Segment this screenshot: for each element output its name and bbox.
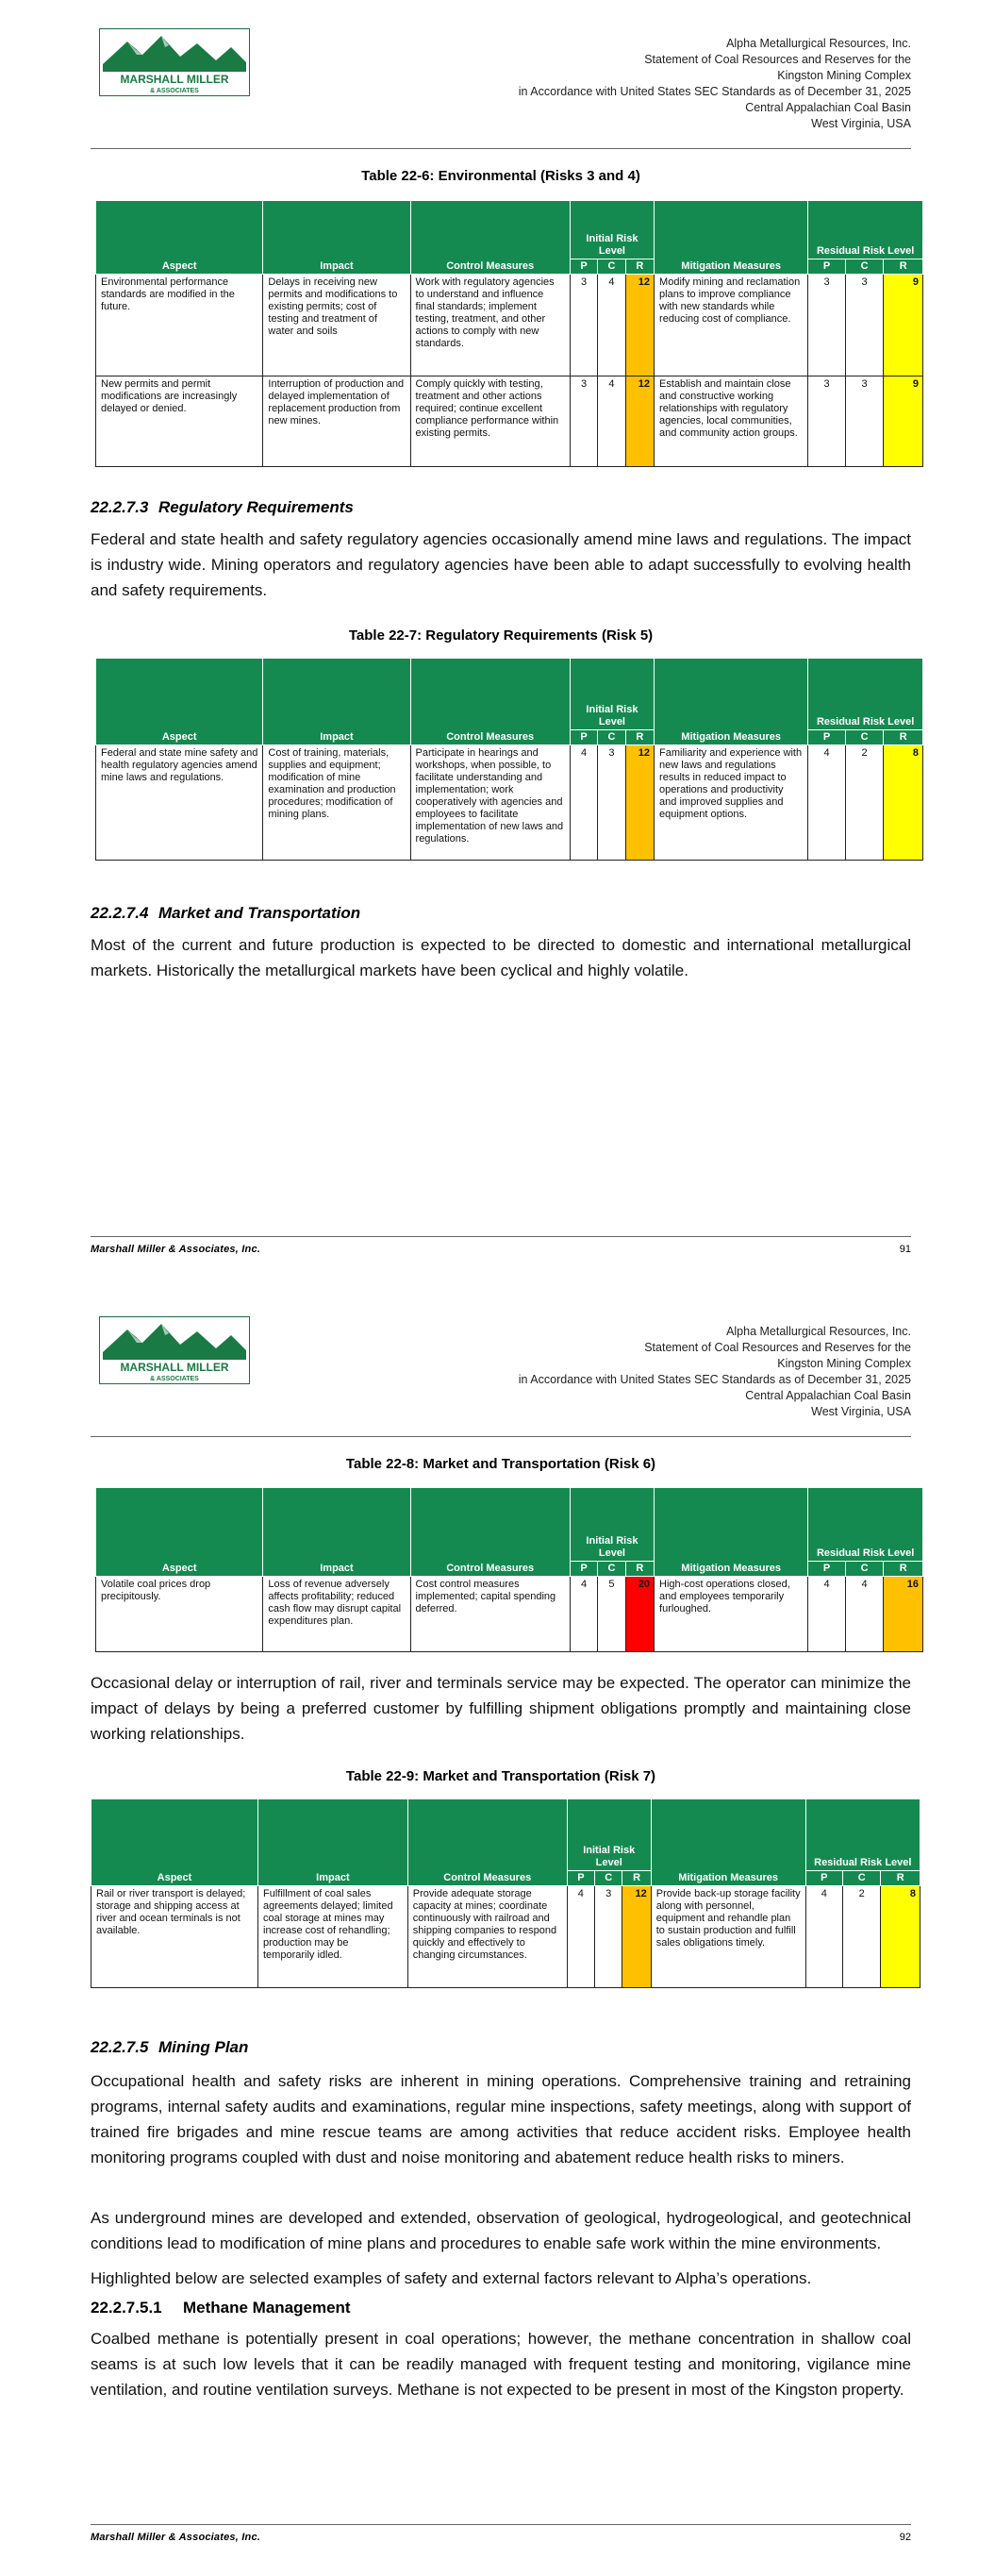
table-22-7 bbox=[95, 658, 923, 861]
company-logo bbox=[99, 1316, 250, 1384]
col-mitigation: Mitigation Measures bbox=[655, 1488, 808, 1577]
cell-residual-c: 3 bbox=[845, 376, 884, 467]
col-mitigation: Mitigation Measures bbox=[655, 659, 808, 745]
footer-company: Marshall Miller & Associates, Inc. bbox=[91, 2532, 261, 2543]
header-rule bbox=[91, 1436, 911, 1437]
section-number: 22.2.7.4 bbox=[91, 904, 149, 922]
col-c: C bbox=[595, 1871, 622, 1886]
col-p: P bbox=[567, 1871, 594, 1886]
cell-impact: Interruption of production and delayed implementation of replacement production from new mines. bbox=[263, 376, 410, 467]
table-22-6 bbox=[95, 200, 923, 467]
footer-rule bbox=[91, 1236, 911, 1237]
cell-initial-p: 4 bbox=[570, 1577, 597, 1652]
cell-initial-c: 3 bbox=[598, 745, 625, 861]
col-c: C bbox=[598, 1562, 625, 1577]
col-r: R bbox=[884, 1562, 923, 1577]
col-initial-risk: Initial Risk Level bbox=[570, 201, 654, 259]
col-aspect: Aspect bbox=[96, 659, 263, 745]
cell-residual-r: 9 bbox=[884, 275, 923, 376]
section-22-2-7-5-1-heading bbox=[91, 2299, 351, 2317]
col-p: P bbox=[808, 730, 846, 745]
cell-control: Comply quickly with testing, treatment and other actions required; continue excellent compliance performance within existing permits. bbox=[410, 376, 570, 467]
col-aspect: Aspect bbox=[96, 201, 263, 275]
col-r: R bbox=[625, 259, 654, 275]
header-accordance: in Accordance with United States SEC Standards as of December 31, 2025 bbox=[518, 85, 911, 98]
col-c: C bbox=[845, 730, 884, 745]
page-92 bbox=[0, 1288, 995, 2576]
cell-residual-p: 4 bbox=[808, 1577, 846, 1652]
col-r: R bbox=[884, 730, 923, 745]
cell-impact: Fulfillment of coal sales agreements delayed; limited coal storage at mines may increase cost of rehandling; production may be temporarily idled. bbox=[258, 1886, 408, 1988]
table-22-8 bbox=[95, 1487, 923, 1652]
cell-control: Work with regulatory agencies to understand and influence final standards; implement testing, treatment, and other actions to comply with new standards. bbox=[410, 275, 570, 376]
col-impact: Impact bbox=[263, 1488, 410, 1577]
cell-initial-c: 3 bbox=[595, 1886, 622, 1988]
mining-plan-paragraph-3: Highlighted below are selected examples of safety and external factors relevant to Alpha’s operations. bbox=[91, 2269, 812, 2287]
cell-residual-c: 4 bbox=[845, 1577, 884, 1652]
section-22-2-7-3-text: Federal and state health and safety regulatory agencies occasionally amend mine laws and regulations. The impact is industry wide. Mining operators and regulatory agencies have been able to adapt successfully to evolving health and safety requirements. bbox=[91, 530, 911, 599]
cell-residual-r: 8 bbox=[884, 745, 923, 861]
col-p: P bbox=[805, 1871, 842, 1886]
logo-text-line2: & ASSOCIATES bbox=[150, 88, 199, 94]
section-title: Methane Management bbox=[183, 2299, 351, 2317]
cell-impact: Cost of training, materials, supplies and equipment; modification of mine examination and production procedures; modification of mining plans. bbox=[263, 745, 410, 861]
header-statement: Statement of Coal Resources and Reserves for the bbox=[644, 1341, 911, 1354]
col-impact: Impact bbox=[258, 1799, 408, 1886]
logo-text-line1: MARSHALL MILLER bbox=[120, 1361, 229, 1374]
cell-aspect: Environmental performance standards are modified in the future. bbox=[96, 275, 263, 376]
col-initial-risk: Initial Risk Level bbox=[567, 1799, 651, 1871]
section-title: Market and Transportation bbox=[158, 904, 361, 922]
cell-aspect: Rail or river transport is delayed; storage and shipping access at river and ocean terminals is not available. bbox=[91, 1886, 258, 1988]
header-statement: Statement of Coal Resources and Reserves for the bbox=[644, 53, 911, 66]
cell-initial-r: 12 bbox=[625, 376, 654, 467]
col-r: R bbox=[881, 1871, 920, 1886]
header-basin: Central Appalachian Coal Basin bbox=[745, 101, 911, 114]
logo-text-line1: MARSHALL MILLER bbox=[120, 73, 229, 86]
col-r: R bbox=[622, 1871, 651, 1886]
col-c: C bbox=[843, 1871, 881, 1886]
col-p: P bbox=[570, 730, 597, 745]
table-22-6-caption: Table 22-6: Environmental (Risks 3 and 4) bbox=[361, 168, 640, 184]
cell-aspect: New permits and permit modifications are increasingly delayed or denied. bbox=[96, 376, 263, 467]
cell-residual-p: 4 bbox=[808, 745, 846, 861]
report-header bbox=[519, 36, 911, 132]
footer-company: Marshall Miller & Associates, Inc. bbox=[91, 1244, 261, 1255]
col-residual-risk: Residual Risk Level bbox=[808, 201, 923, 259]
col-r: R bbox=[625, 1562, 654, 1577]
col-control: Control Measures bbox=[410, 201, 570, 275]
cell-initial-c: 5 bbox=[598, 1577, 625, 1652]
cell-residual-c: 3 bbox=[845, 275, 884, 376]
cell-aspect: Volatile coal prices drop precipitously. bbox=[96, 1577, 263, 1652]
cell-residual-c: 2 bbox=[843, 1886, 881, 1988]
header-basin: Central Appalachian Coal Basin bbox=[745, 1389, 911, 1402]
col-impact: Impact bbox=[263, 659, 410, 745]
col-aspect: Aspect bbox=[96, 1488, 263, 1577]
footer-rule bbox=[91, 2524, 911, 2525]
cell-control: Participate in hearings and workshops, when possible, to facilitate understanding and implementation; work cooperatively with agencies and employees to facilitate implementation of new laws and regulations. bbox=[410, 745, 570, 861]
col-control: Control Measures bbox=[410, 1488, 570, 1577]
mining-plan-paragraph-2: As underground mines are developed and extended, observation of geological, hydrogeological, and geotechnical conditions lead to modification of mine plans and procedures to enable safe work within the mine environments. bbox=[91, 2209, 911, 2252]
cell-aspect: Federal and state mine safety and health regulatory agencies amend mine laws and regulations. bbox=[96, 745, 263, 861]
table-22-9 bbox=[91, 1798, 920, 1988]
cell-mitigation: Modify mining and reclamation plans to improve compliance with new standards while reducing cost of compliance. bbox=[655, 275, 808, 376]
col-c: C bbox=[598, 730, 625, 745]
cell-residual-p: 3 bbox=[808, 376, 846, 467]
header-complex: Kingston Mining Complex bbox=[777, 69, 911, 82]
cell-mitigation: Provide back-up storage facility along with personnel, equipment and rehandle plan to sustain production and fulfill sales obligations timely. bbox=[651, 1886, 805, 1988]
cell-initial-r: 12 bbox=[625, 275, 654, 376]
section-title: Regulatory Requirements bbox=[158, 498, 354, 516]
col-initial-risk: Initial Risk Level bbox=[570, 1488, 654, 1562]
cell-residual-r: 9 bbox=[884, 376, 923, 467]
cell-mitigation: Familiarity and experience with new laws and regulations results in reduced impact to operations and productivity and improved supplies and equipment options. bbox=[655, 745, 808, 861]
col-control: Control Measures bbox=[410, 659, 570, 745]
col-mitigation: Mitigation Measures bbox=[651, 1799, 805, 1886]
section-22-2-7-4-text: Most of the current and future production is expected to be directed to domestic and international metallurgical markets. Historically the metallurgical markets have been cyclical and highly volatile. bbox=[91, 936, 911, 979]
page-number: 91 bbox=[899, 1244, 911, 1255]
report-header bbox=[519, 1324, 911, 1420]
col-aspect: Aspect bbox=[91, 1799, 258, 1886]
table-row bbox=[96, 376, 923, 467]
table-22-7-caption: Table 22-7: Regulatory Requirements (Risk 5) bbox=[348, 627, 654, 644]
table-row bbox=[96, 745, 923, 861]
section-22-2-7-5-heading bbox=[91, 2038, 248, 2057]
rail-paragraph: Occasional delay or interruption of rail, river and terminals service may be expected. The operator can minimize the impact of delays by being a preferred customer by fulfilling shipment obligations promptly and maintaining close working relationships. bbox=[91, 1674, 911, 1743]
cell-residual-c: 2 bbox=[845, 745, 884, 861]
header-state: West Virginia, USA bbox=[811, 1405, 911, 1418]
section-22-2-7-3-heading bbox=[91, 498, 354, 517]
table-row bbox=[96, 1577, 923, 1652]
cell-impact: Loss of revenue adversely affects profitability; reduced cash flow may disrupt capital expenditures plan. bbox=[263, 1577, 410, 1652]
cell-initial-p: 4 bbox=[567, 1886, 594, 1988]
header-state: West Virginia, USA bbox=[811, 117, 911, 130]
col-residual-risk: Residual Risk Level bbox=[805, 1799, 920, 1871]
col-r: R bbox=[625, 730, 654, 745]
mining-plan-paragraph-1: Occupational health and safety risks are inherent in mining operations. Comprehensive training and retraining programs, internal safety audits and examinations, regular mine inspections, safety meetings, along with support of trained fire brigades and mine rescue teams are among activities that reduce accident risks. Employee health monitoring programs coupled with dust and noise monitoring and abatement reduce health risks to miners. bbox=[91, 2072, 911, 2166]
col-p: P bbox=[570, 1562, 597, 1577]
col-control: Control Measures bbox=[407, 1799, 567, 1886]
col-initial-risk: Initial Risk Level bbox=[570, 659, 654, 730]
section-22-2-7-4-heading bbox=[91, 904, 360, 923]
cell-mitigation: High-cost operations closed, and employees temporarily furloughed. bbox=[655, 1577, 808, 1652]
header-rule bbox=[91, 148, 911, 149]
section-number: 22.2.7.5.1 bbox=[91, 2299, 162, 2317]
page-number: 92 bbox=[899, 2532, 911, 2543]
cell-initial-c: 4 bbox=[598, 376, 625, 467]
table-row bbox=[91, 1886, 920, 1988]
table-row bbox=[96, 275, 923, 376]
cell-impact: Delays in receiving new permits and modifications to existing permits; cost of testing and treatment of water and soils bbox=[263, 275, 410, 376]
col-impact: Impact bbox=[263, 201, 410, 275]
section-number: 22.2.7.3 bbox=[91, 498, 149, 516]
cell-initial-p: 3 bbox=[570, 376, 597, 467]
col-c: C bbox=[845, 1562, 884, 1577]
cell-initial-p: 3 bbox=[570, 275, 597, 376]
col-p: P bbox=[570, 259, 597, 275]
cell-initial-p: 4 bbox=[570, 745, 597, 861]
col-residual-risk: Residual Risk Level bbox=[808, 1488, 923, 1562]
methane-paragraph: Coalbed methane is potentially present in coal operations; however, the methane concentration in shallow coal seams is at such low levels that it can be readily managed with frequent testing and monitoring, vigilance mine ventilation, and routine ventilation surveys. Methane is not expected to be present in most of the Kingston property. bbox=[91, 2330, 911, 2399]
col-c: C bbox=[845, 259, 884, 275]
col-p: P bbox=[808, 259, 846, 275]
col-r: R bbox=[884, 259, 923, 275]
col-mitigation: Mitigation Measures bbox=[655, 201, 808, 275]
header-company: Alpha Metallurgical Resources, Inc. bbox=[726, 37, 911, 50]
cell-residual-p: 4 bbox=[805, 1886, 842, 1988]
company-logo bbox=[99, 28, 250, 96]
cell-initial-r: 20 bbox=[625, 1577, 654, 1652]
col-c: C bbox=[598, 259, 625, 275]
cell-control: Provide adequate storage capacity at mines; coordinate continuously with railroad and shipping companies to respond quickly and effectively to changing circumstances. bbox=[407, 1886, 567, 1988]
section-number: 22.2.7.5 bbox=[91, 2038, 149, 2056]
table-22-9-caption: Table 22-9: Market and Transportation (Risk 7) bbox=[345, 1768, 656, 1784]
cell-mitigation: Establish and maintain close and constructive working relationships with regulatory agencies, local communities, and community action groups. bbox=[655, 376, 808, 467]
cell-residual-r: 8 bbox=[881, 1886, 920, 1988]
logo-text-line2: & ASSOCIATES bbox=[150, 1376, 199, 1382]
cell-initial-c: 4 bbox=[598, 275, 625, 376]
header-company: Alpha Metallurgical Resources, Inc. bbox=[726, 1325, 911, 1338]
cell-initial-r: 12 bbox=[625, 745, 654, 861]
cell-initial-r: 12 bbox=[622, 1886, 651, 1988]
header-accordance: in Accordance with United States SEC Standards as of December 31, 2025 bbox=[518, 1373, 911, 1386]
section-title: Mining Plan bbox=[158, 2038, 249, 2056]
cell-control: Cost control measures implemented; capital spending deferred. bbox=[410, 1577, 570, 1652]
cell-residual-p: 3 bbox=[808, 275, 846, 376]
col-p: P bbox=[808, 1562, 846, 1577]
col-residual-risk: Residual Risk Level bbox=[808, 659, 923, 730]
table-22-8-caption: Table 22-8: Market and Transportation (Risk 6) bbox=[345, 1456, 656, 1472]
cell-residual-r: 16 bbox=[884, 1577, 923, 1652]
header-complex: Kingston Mining Complex bbox=[777, 1357, 911, 1370]
